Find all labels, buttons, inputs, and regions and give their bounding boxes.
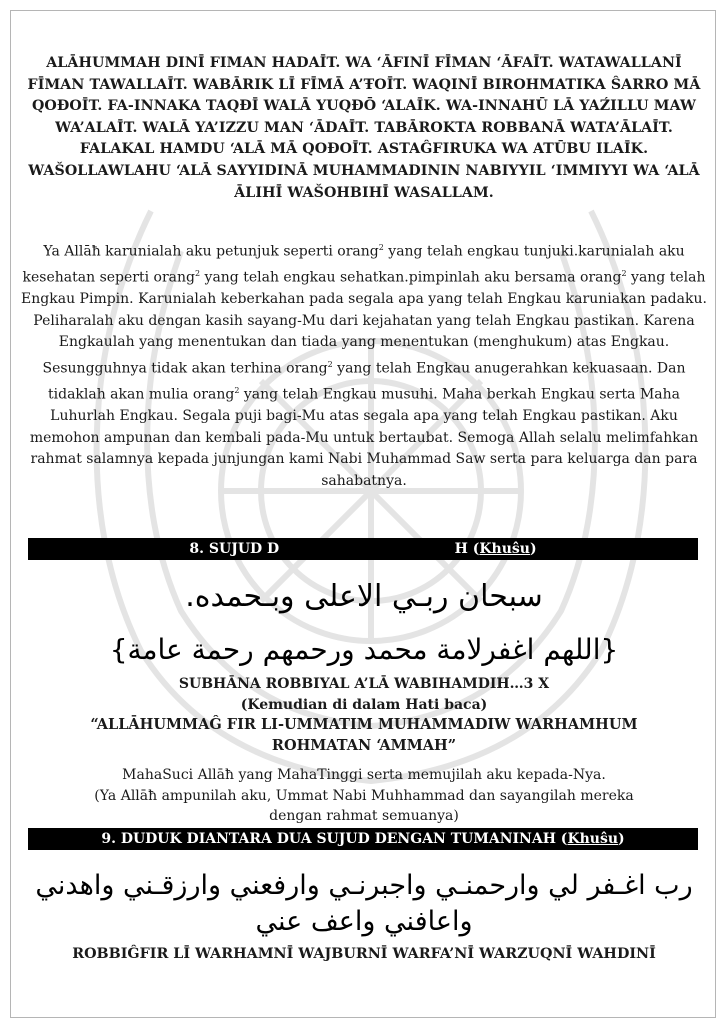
arabic-doa-duduk-line-2: واعافني واعف عني <box>255 906 473 937</box>
arabic-tasbih-sujud: سبحان ربـي الاعلى وبـحمده. <box>185 579 543 614</box>
duduk-transliteration: ROBBIĜFIR LĪ WARHAMNĪ WAJBURNĪ WARFA’NĪ WARZUQNĪ WAHDINĪ <box>72 946 656 962</box>
sujud-note: (Kemudian di dalam Hati baca) <box>240 697 488 713</box>
doa-qunut-transliteration: ALĀHUMMAH DINĪ FIMAN HADAĪT. WA ‘ĀFINĪ FĪMAN ‘ĀFAĪT. WATAWALLANĪ FĪMAN TAWALLAĪT. WABĀRIK LĪ FĪMĀ A’ŦOĪT. WAQINĪ BIROHMATIKA ŜARRO MĀ QOĐOĪT. FA-INNAKA TAQĐĪ WALĀ YUQĐŌ ‘ALAĪK. WA-INNAHŪ LĀ YAŹILLU MAW WA’ALAĪT. WALĀ YA’IZZU MAN ‘ĀDAĪT. TABĀROKTA ROBBANĀ WATA’ĀLAĪT. FALAKAL HAMDU ‘ALĀ MĀ QOĐOĪT. ASTAĜFIRUKA WA ATŪBU ILAĪK. WAŠOLLAWLAHU ‘ALĀ SAYYIDINĀ MUHAMMADININ NABIYYIL ‘IMMIYYI WA ‘ALĀ ĀLIHĪ WAŠOHBIHĪ WASALLAM. <box>27 55 701 201</box>
sujud-doa-line-1: “ALLĀHUMMAĜ FIR LI-UMMATIM MUHAMMADIW WARHAMHUM <box>90 716 638 733</box>
superscript: 2 <box>234 385 240 395</box>
section-8-title-gap <box>279 541 454 557</box>
khusu-label: Khuŝu <box>479 541 530 557</box>
closing-paren: ) <box>529 541 537 557</box>
superscript: 2 <box>621 269 627 279</box>
section-9-header <box>28 828 698 850</box>
translation-part-3: yang telah engkau sehatkan.pimpinlah aku bersama orang <box>200 269 622 286</box>
superscript: 2 <box>327 359 333 369</box>
sujud-transliteration: SUBHĀNA ROBBIYAL A’LĀ WABIHAMDIH…3 X <box>178 676 550 692</box>
section-8-title-prefix: 8. SUJUD D <box>189 541 280 557</box>
arabic-doa-ummat: {اللهم اغفرلامة محمد ورحمهم رحمة عامة} <box>109 633 619 666</box>
superscript: 2 <box>194 269 201 279</box>
translation-part-1: Ya Allāħ karunialah aku petunjuk seperti orang <box>43 243 379 260</box>
sujud-doa-line-2: ROHMATAN ‘AMMAH” <box>271 737 457 754</box>
translation-part-5: yang telah Engkau anugerahkan kekuasaan. Dan tidaklah akan mulia orang <box>48 360 686 403</box>
arabic-doa-duduk-line-1: رب اغـفر لي وارحمنـي واجبرنـي وارفعني وارزقـني واهدني <box>35 870 693 901</box>
section-9-title: 9. DUDUK DIANTARA DUA SUJUD DENGAN TUMANINAH ( <box>101 831 568 847</box>
translation-part-4: yang telah Engkau Pimpin. Karunialah keberkahan pada segala apa yang telah Engkau karuniakan padaku. Peliharalah aku dengan kasih sayang-Mu dari kejahatan yang telah Engkau pastikan. Karena Engkaulah yang menentukan dan tiada yang menentukan (menghukum) atas Engkau. Sesungguhnya tidak akan terhina orang <box>21 269 707 377</box>
section-8-header <box>28 538 698 560</box>
sujud-translation-line-3: dengan rahmat semuanya) <box>269 808 459 824</box>
translation-part-6: yang telah Engkau musuhi. Maha berkah Engkau serta Maha Luhurlah Engkau. Segala puji bagi-Mu atas segala apa yang telah Engkau pastikan. Aku memohon ampunan dan kembali pada-Mu untuk bertaubat. Semoga Allah selalu melimfahkan rahmat salamnya kepada junjungan kami Nabi Muhammad Saw serta para keluarga dan para sahabatnya. <box>29 386 699 489</box>
superscript: 2 <box>378 243 384 252</box>
closing-paren: ) <box>618 831 625 847</box>
sujud-translation-line-2: (Ya Allāħ ampunilah aku, Ummat Nabi Muhhammad dan sayangilah mereka <box>94 788 634 804</box>
sujud-translation-line-1: MahaSuci Allāħ yang MahaTinggi serta memujilah aku kepada-Nya. <box>122 767 606 783</box>
section-8-title-suffix: H ( <box>454 541 480 557</box>
document-page <box>10 10 716 1018</box>
doa-qunut-translation <box>21 237 707 492</box>
khusu-label: Khuŝu <box>567 831 619 847</box>
translation-part-2: yang telah engkau tunjuki.karunialah aku kesehatan seperti orang <box>22 243 685 286</box>
